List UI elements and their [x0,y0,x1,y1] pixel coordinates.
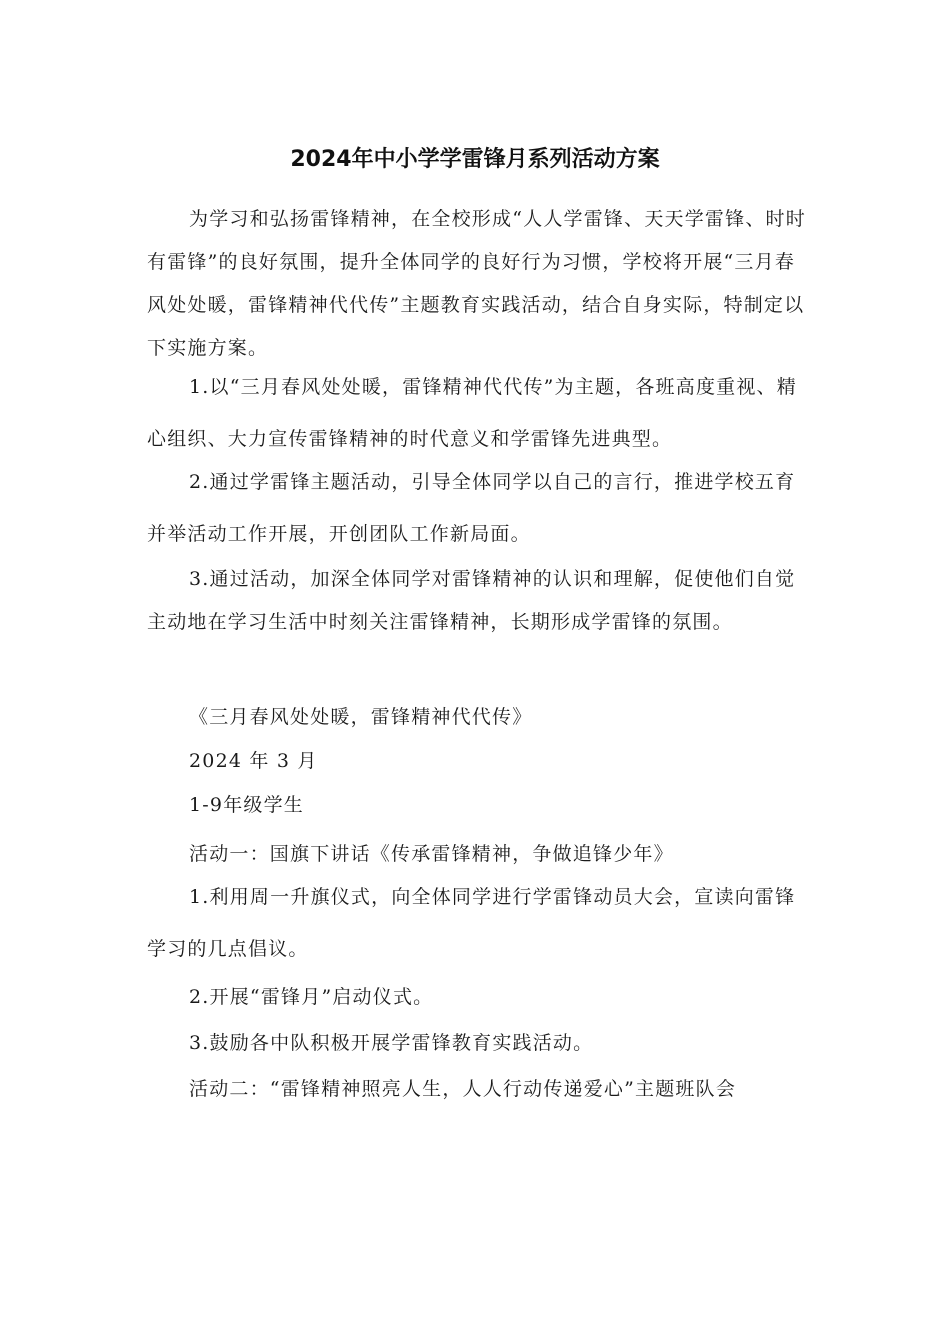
intro-paragraph: 为学习和弘扬雷锋精神，在全校形成“人人学雷锋、天天学雷锋、时时有雷锋”的良好氛围，提升全体同学的良好行为习惯，学校将开展“三月春风处处暖，雷锋精神代代传”主题教育实践活动，结合自身实际，特制定以下实施方案。 [147,208,806,359]
goal-paragraph-2: 2.通过学雷锋主题活动，引导全体同学以自己的言行，推进学校五育并举活动工作开展，开创团队工作新局面。 [147,471,796,545]
activity-one-item-3: 3.鼓励各中队积极开展学雷锋教育实践活动。 [189,1032,594,1054]
activity-one-item-1: 1.利用周一升旗仪式，向全体同学进行学雷锋动员大会，宣读向雷锋学习的几点倡议。 [147,886,796,960]
activity-one-item-2: 2.开展“雷锋月”启动仪式。 [189,986,434,1008]
activity-date: 2024 年 3 月 [189,750,318,772]
goal-paragraph-3: 3.通过活动，加深全体同学对雷锋精神的认识和理解，促使他们自觉主动地在学习生活中时刻关注雷锋精神，长期形成学雷锋的氛围。 [147,568,796,633]
activity-one-heading: 活动一：国旗下讲话《传承雷锋精神，争做追锋少年》 [189,843,674,865]
goal-paragraph-1: 1.以“三月春风处处暖，雷锋精神代代传”为主题，各班高度重视、精心组织、大力宣传雷锋精神的时代意义和学雷锋先进典型。 [147,376,797,450]
activity-participants: 1-9年级学生 [189,794,304,816]
activity-theme: 《三月春风处处暖，雷锋精神代代传》 [189,706,533,728]
document-title: 2024年中小学学雷锋月系列活动方案 [290,147,660,172]
activity-two-heading: 活动二：“雷锋精神照亮人生，人人行动传递爱心”主题班队会 [189,1078,737,1100]
